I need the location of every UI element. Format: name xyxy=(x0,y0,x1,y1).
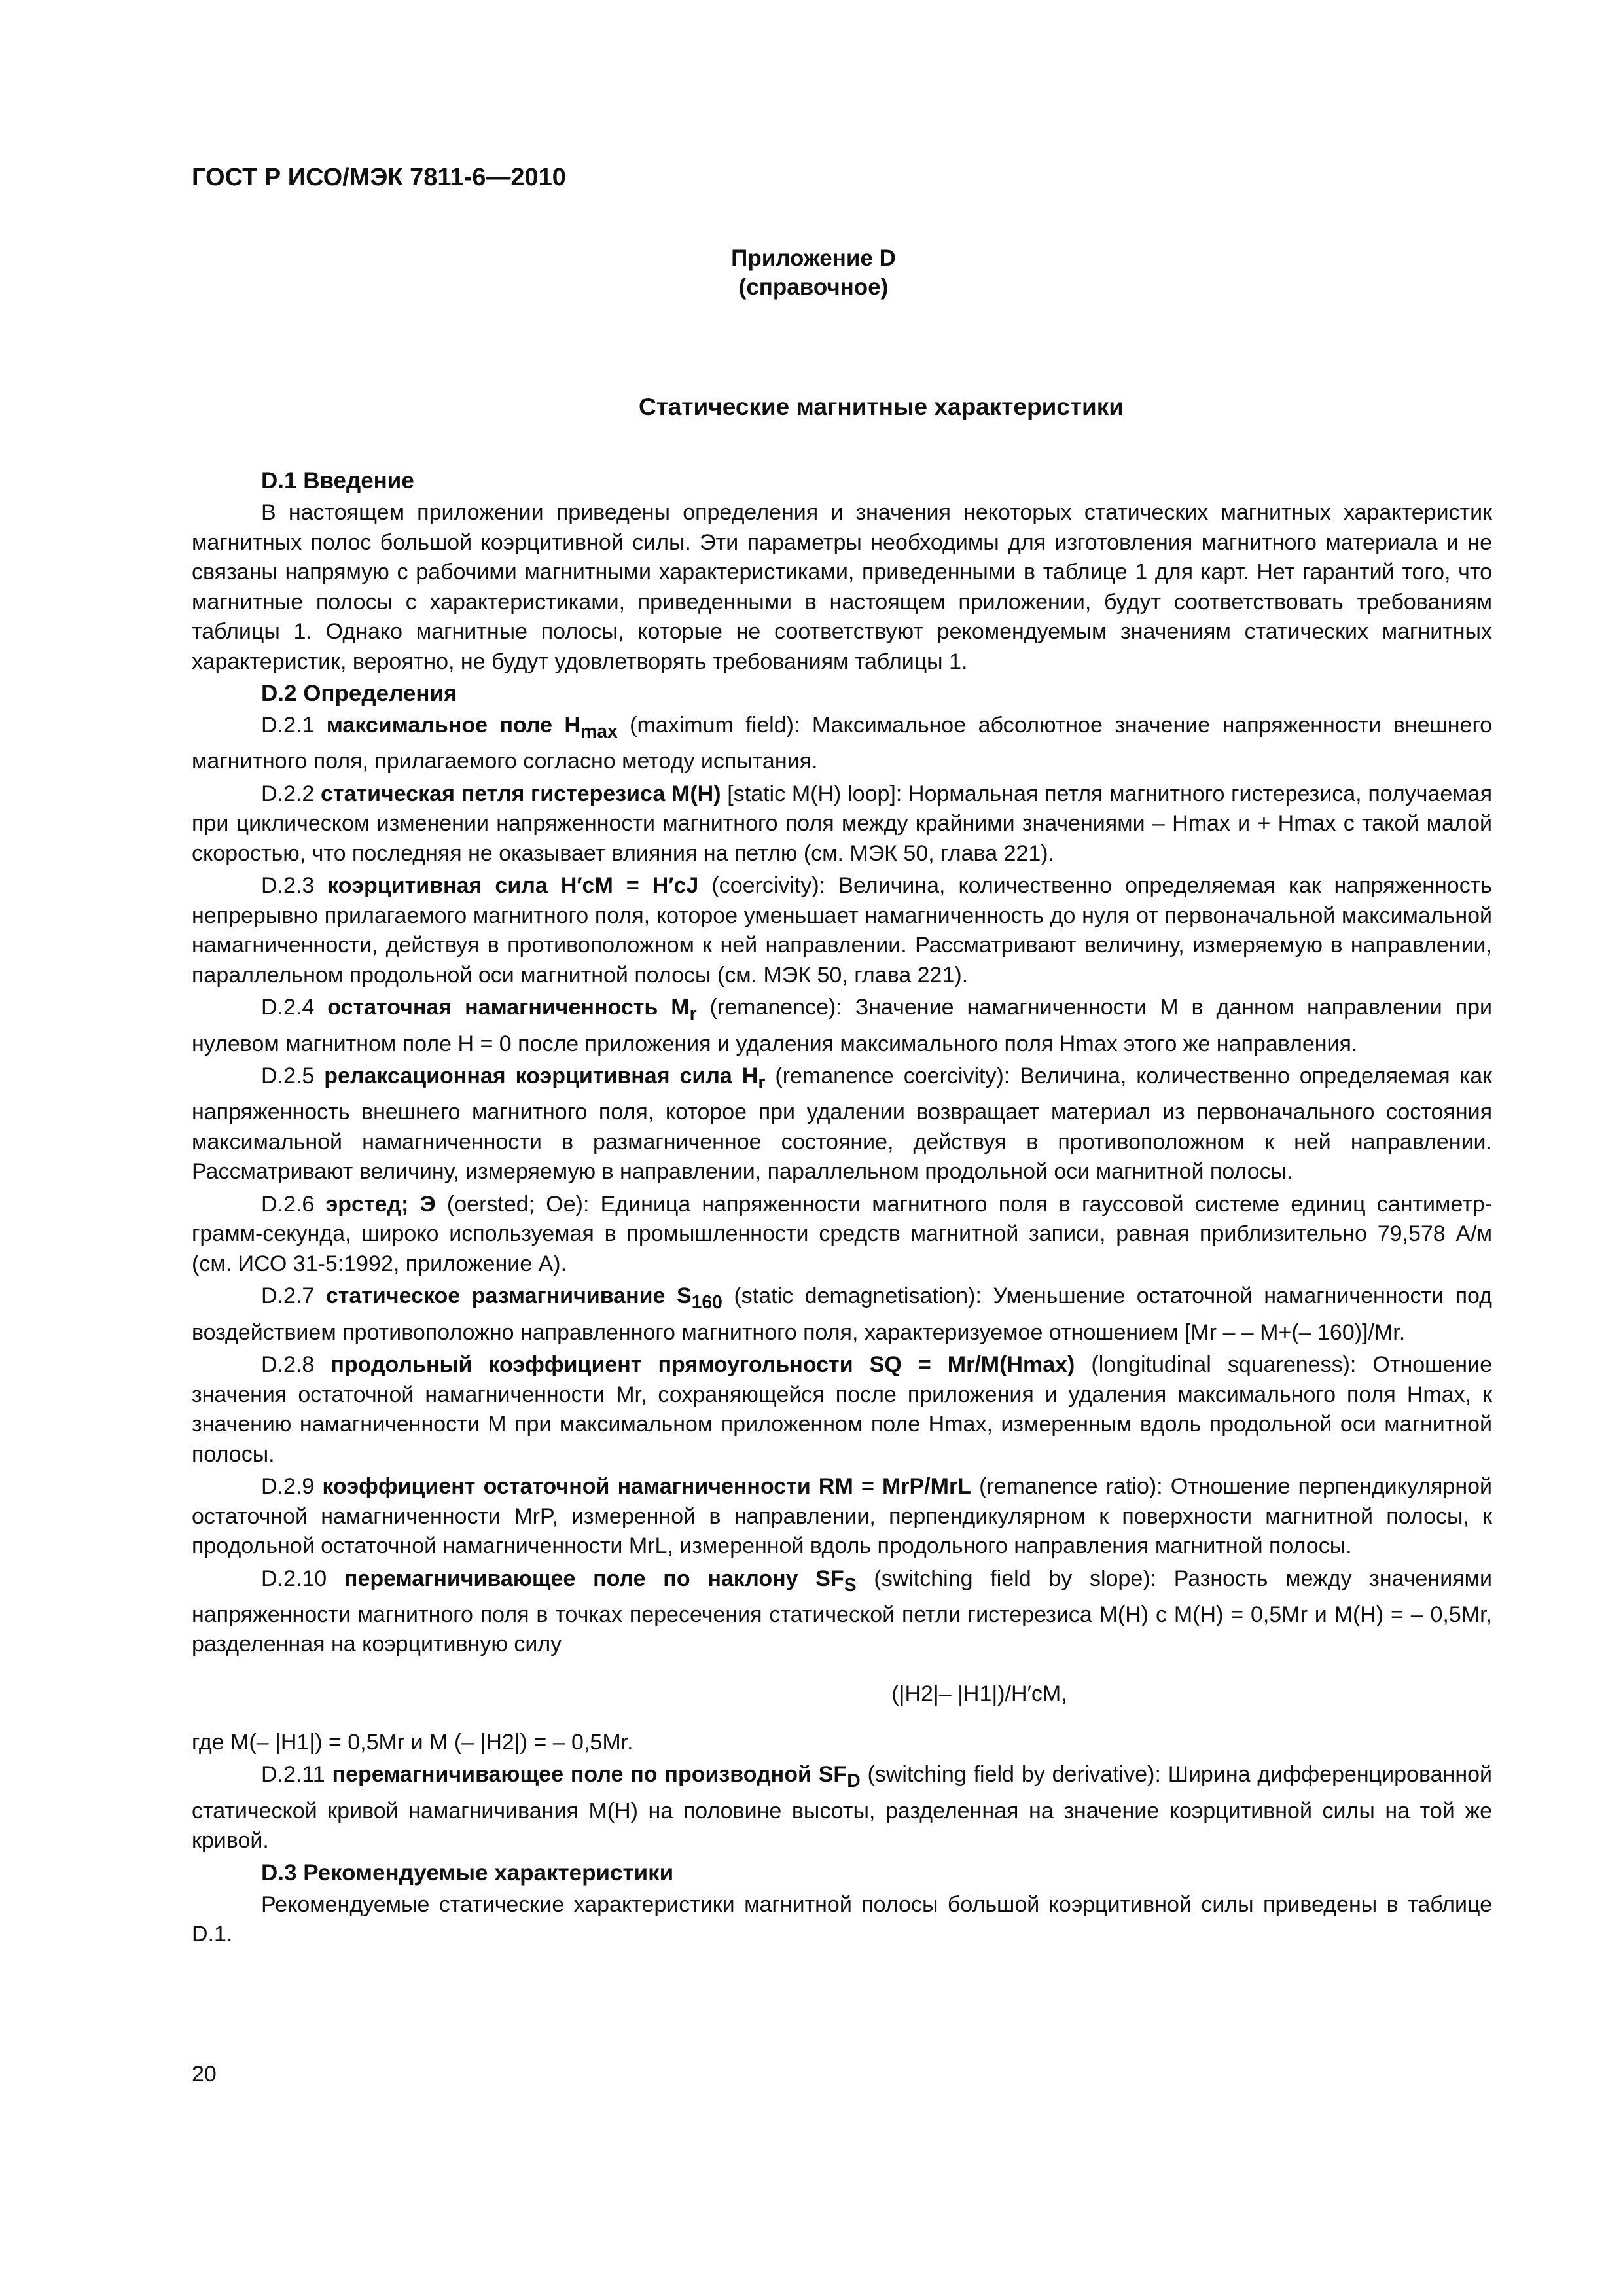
heading-d2: D.2 Определения xyxy=(261,681,457,706)
definition-d2-10: D.2.10 перемагничивающее поле по наклону $SF_S$ (switching field by slope): Разность между значениями напряженности магнитного поля в точках пересечения статической петли гистерезиса M(H) с M(H) = 0,5Mr и M(H) = – 0,5Mr, разделенная на коэрцитивную силу xyxy=(192,1566,1493,1657)
heading-d3: D.3 Рекомендуемые характеристики xyxy=(261,1859,674,1886)
formula: (|H2|– |H1|)/H′cM, xyxy=(891,1681,1067,1706)
definition-d2-2: D.2.2 статическая петля гистерезиса M(H) [static M(H) loop]: Нормальная петля магнитного гистерезиса, получаемая при циклическом изменении напряженности магнитного поля между крайними значениями – Hmax и + Hmax с такой малой скоростью, что последняя не оказывает влияния на петлю (см. МЭК 50, глава 221). xyxy=(192,781,1493,866)
appendix-label xyxy=(584,244,1043,302)
definition-d2-1: D.2.1 максимальное поле $H_{max}$ (maximum field): Максимальное абсолютное значение напряженности внешнего магнитного поля, прилагаемого согласно методу испытания. xyxy=(192,713,1493,774)
standard-header: ГОСТ Р ИСО/МЭК 7811-6—2010 xyxy=(192,164,566,191)
definition-d2-11: D.2.11 перемагничивающее поле по производной $SF_D$ (switching field by derivative): Ширина дифференцированной статической кривой намагничивания M(H) на половине высоты, разделенная на значение коэрцитивной силы на той же кривой. xyxy=(192,1762,1493,1854)
definition-d2-5: D.2.5 релаксационная коэрцитивная сила $H_r$ (remanence coercivity): Величина, количественно определяемая как напряженность внешнего магнитного поля, которое при удалении возвращает материал из первоначального состояния максимальной намагниченности в размагниченное состояние, действуя в противоположном к ней направлении. Рассматривают величину, измеряемую в направлении, параллельном продольной оси магнитной полосы. xyxy=(192,1064,1492,1185)
definition-d2-7: D.2.7 статическое размагничивание $S_{160}$ (static demagnetisation): Уменьшение остаточной намагниченности под воздействием противоположно направленного магнитного поля, характеризуемое отношением [Mr – – M+(– 160)]/Mr. xyxy=(192,1283,1493,1345)
definition-d2-3: D.2.3 коэрцитивная сила H′cM = H′cJ (coercivity): Величина, количественно определяемая как напряженность непрерывно прилагаемого магнитного поля, которое уменьшает намагниченность до нуля от первоначальной максимальной намагниченности, действуя в противоположном к ней направлении. Рассматривают величину, измеряемую в направлении, параллельном продольной оси магнитной полосы (см. МЭК 50, глава 221). xyxy=(192,873,1492,988)
definition-d2-4: D.2.4 остаточная намагниченность $M_r$ (remanence): Значение намагниченности M в данном направлении при нулевом магнитном поле H = 0 после приложения и удаления максимального поля Hmax этого же направления. xyxy=(192,995,1493,1056)
paragraph-d1: В настоящем приложении приведены определения и значения некоторых статических магнитных характеристик магнитных полос большой коэрцитивной силы. Эти параметры необходимы для изготовления магнитного материала и не связаны напрямую с рабочими магнитными характеристиками, приведенными в таблице 1 для карт. Нет гарантий того, что магнитные полосы с характеристиками, приведенными в настоящем приложении, будут соответствовать требованиям таблицы 1. Однако магнитные полосы, которые не соответствуют рекомендуемым значениям статических магнитных характеристик, вероятно, не будут удовлетворять требованиям таблицы 1. xyxy=(192,500,1492,674)
section-title: Статические магнитные характеристики xyxy=(638,393,1124,420)
heading-d1: D.1 Введение xyxy=(261,468,414,493)
paragraph-d3: Рекомендуемые статические характеристики магнитной полосы большой коэрцитивной силы приведены в таблице D.1. xyxy=(192,1892,1492,1947)
document-page xyxy=(192,164,1492,1952)
definition-d2-9: D.2.9 коэффициент остаточной намагниченности RM = MrP/MrL (remanence ratio): Отношение перпендикулярной остаточной намагниченности MrP, измеренной в направлении, перпендикулярном к поверхности магнитной полосы, к продольной остаточной намагниченности MrL, измеренной вдоль продольного направления магнитной полосы. xyxy=(192,1474,1493,1559)
appendix-type: (справочное) xyxy=(738,274,889,300)
appendix-title: Приложение D xyxy=(731,245,896,271)
page-number: 20 xyxy=(192,2062,217,2087)
formula-where: где M(– |H1|) = 0,5Mr и M (– |H2|) = – 0,5Mr. xyxy=(192,1729,633,1755)
definition-d2-6: D.2.6 эрстед; Э (oersted; Oe): Единица напряженности магнитного поля в гауссовой системе единиц сантиметр-грамм-секунда, широко используемая в промышленности средств магнитной записи, равная приблизительно 79,578 А/м (см. ИСО 31-5:1992, приложение А). xyxy=(192,1191,1492,1276)
definition-d2-8: D.2.8 продольный коэффициент прямоугольности SQ = Mr/M(Hmax) (longitudinal squareness): Отношение значения остаточной намагниченности Mr, сохраняющейся после приложения и удаления максимального поля Hmax, к значению намагниченности M при максимальном приложенном поле Hmax, измеренным вдоль продольной оси магнитной полосы. xyxy=(192,1352,1492,1467)
